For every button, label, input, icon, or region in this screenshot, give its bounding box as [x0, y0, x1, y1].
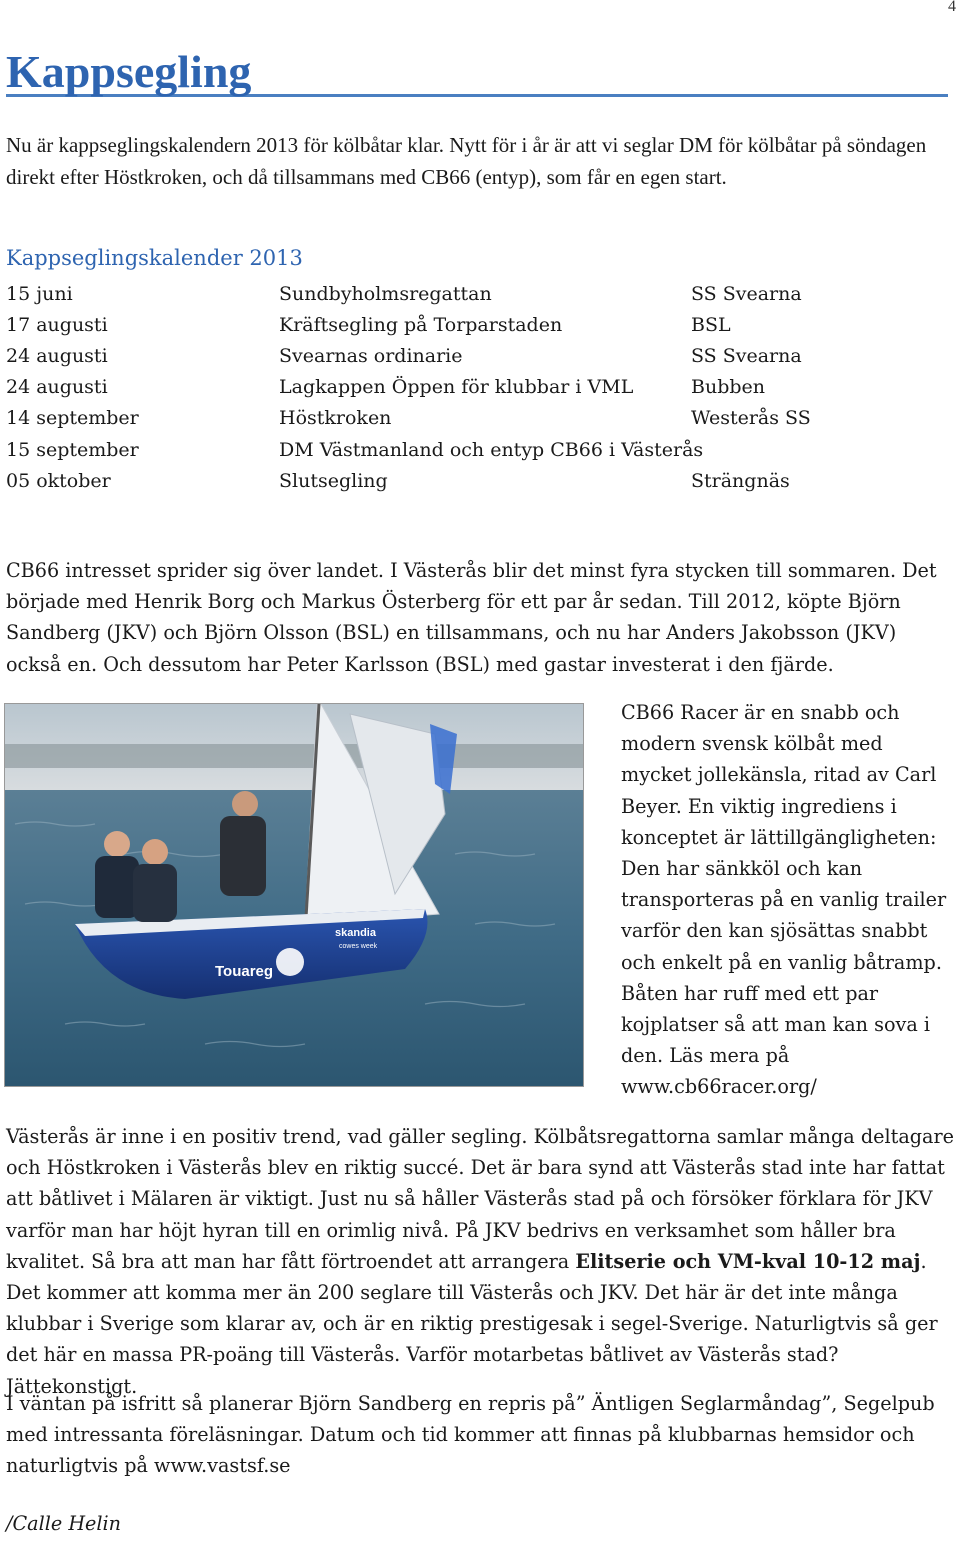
seglarmandag-paragraph: I väntan på isfritt så planerar Björn Sandberg en repris på” Äntligen Seglarmåndag”, Segelpub med intressanta föreläsningar. Datum och tid kommer att finnas på klubbarnas hemsidor och naturligtvis på www.vastsf.se: [6, 1392, 935, 1478]
cb66-paragraph: CB66 intresset sprider sig över landet. I Västerås blir det minst fyra stycken till sommaren. Det började med Henrik Borg och Markus Österberg för ett par år sedan. Till 2012, köpte Björn Sandberg (JKV) och Björn Olsson (BSL) en tillsammans, och nu har Anders Jakobsson (JKV) också en. Och dessutom har Peter Karlsson (BSL) med gastar investerat i den fjärde.: [6, 559, 937, 676]
vasteras-text-end: . Det kommer att komma mer än 200 seglare till Västerås och JKV. Det här är det inte många klubbar i Sverige som klarar av, och är en riktig prestigesak i segel-Sverige. Naturligtvis så ger det här en massa PR-poäng till Västerås. Varför motarbetas båtlivet av Västerås stad? Jättekonstigt.: [6, 1249, 938, 1398]
calendar-date: 24 augusti: [6, 345, 108, 367]
sailing-photo: [4, 703, 584, 1087]
calendar-event: Höstkroken: [279, 407, 392, 429]
calendar-club: SS Svearna: [691, 283, 802, 305]
calendar-row: [6, 376, 946, 406]
calendar-event: Lagkappen Öppen för klubbar i VML: [279, 376, 634, 398]
title-rule: [6, 44, 948, 97]
calendar-row: [6, 314, 946, 344]
calendar-date: 14 september: [6, 407, 139, 429]
calendar-date: 17 augusti: [6, 314, 108, 336]
calendar-date: 24 augusti: [6, 376, 108, 398]
vasteras-highlight: Elitserie och VM-kval 10-12 maj: [575, 1249, 921, 1273]
hull-text: Touareg: [215, 963, 274, 980]
calendar-row: [6, 470, 946, 500]
vasteras-text-start: Västerås är inne i en positiv trend, vad gäller segling. Kölbåtsregattorna samlar många deltagare och Höstkroken i Västerås blev en riktig succé. Det är bara synd att Västerås stad inte har fattat att båtlivet i Mälaren är viktigt. Just nu så håller Västerås stad på och försöker förklara för JKV varför man har höjt hyran till en orimlig nivå. På JKV bedrivs en verksamhet som håller bra kvalitet. Så bra att man har fått förtroendet att arrangera: [6, 1125, 955, 1273]
calendar-heading: Kappseglingskalender 2013: [6, 246, 303, 270]
calendar-event: Kräftsegling på Torparstaden: [279, 314, 563, 336]
calendar-row: [6, 345, 946, 375]
calendar-club: Strängnäs: [691, 470, 790, 492]
hull-brand-text: skandia: [335, 927, 376, 939]
signature: /Calle Helin: [6, 1512, 122, 1535]
hull-logo: [276, 948, 304, 976]
intro-paragraph: Nu är kappseglingskalendern 2013 för kölbåtar klar. Nytt för i år är att vi seglar DM för kölbåtar på söndagen direkt efter Höstkroken, och då tillsammans med CB66 (entyp), som får en egen start.: [6, 133, 927, 189]
page-number: 4: [948, 0, 956, 15]
calendar-date: 15 juni: [6, 283, 73, 305]
calendar-club: Westerås SS: [691, 407, 811, 429]
calendar-event: Sundbyholmsregattan: [279, 283, 492, 305]
calendar-row: [6, 439, 946, 469]
calendar-date: 05 oktober: [6, 470, 111, 492]
calendar-club: Bubben: [691, 376, 766, 398]
calendar-club: BSL: [691, 314, 731, 336]
vasteras-paragraph: [6, 1121, 958, 1402]
shoreline: [5, 744, 583, 768]
calendar-event: Svearnas ordinarie: [279, 345, 463, 367]
calendar-club: SS Svearna: [691, 345, 802, 367]
calendar-date: 15 september: [6, 439, 139, 461]
calendar-event: DM Västmanland och entyp CB66 i Västerås: [279, 439, 704, 461]
calendar-row: [6, 407, 946, 437]
page-title: Kappsegling: [6, 46, 252, 97]
calendar-event: Slutsegling: [279, 470, 388, 492]
cb66-description: CB66 Racer är en snabb och modern svensk kölbåt med mycket jollekänsla, ritad av Carl Beyer. En viktig ingrediens i konceptet är lättillgängligheten: Den har sänkköl och kan transporteras på en vanlig trailer varför den kan sjösättas snabbt och enkelt på en vanlig båtramp. Båten har ruff med ett par kojplatser så att man kan sova i den. Läs mera på www.cb66racer.org/: [621, 701, 947, 1099]
sailing-photo-illustration: [5, 704, 583, 1086]
hull-brand-subtext: cowes week: [339, 943, 378, 950]
calendar-row: [6, 283, 946, 313]
